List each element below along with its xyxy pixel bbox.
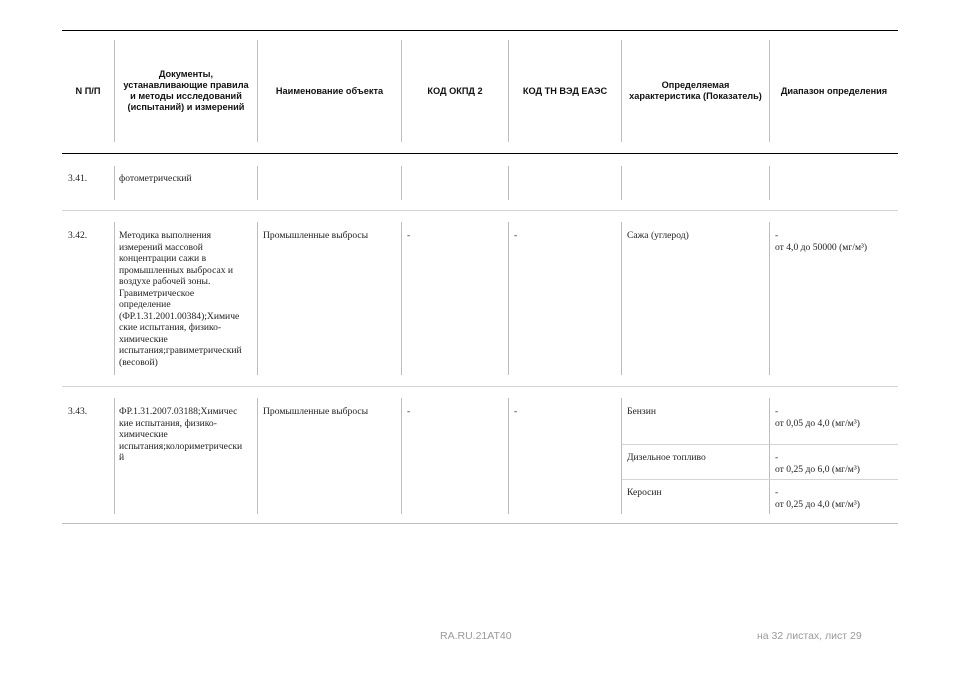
header-char-line: Определяемая xyxy=(661,80,730,90)
header-tnved-label: КОД ТН ВЭД ЕАЭС xyxy=(522,85,608,96)
header-docs-line: Документы, xyxy=(158,69,214,79)
header-object-label: Наименование объекта xyxy=(275,85,384,96)
header-docs-label xyxy=(123,69,248,113)
doc-line: химические xyxy=(119,333,168,345)
doc-line: воздухе рабочей зоны. xyxy=(119,276,211,287)
row-document xyxy=(115,406,257,464)
row-characteristic: Сажа (углерод) xyxy=(627,230,689,241)
range-value: от 0,25 до 4,0 (мг/м³) xyxy=(775,498,860,510)
doc-line: (весовой) xyxy=(119,356,158,368)
doc-line: концентрации сажи в xyxy=(119,253,207,264)
table-top-border xyxy=(62,30,898,31)
column-divider xyxy=(769,222,770,375)
range-dash: - xyxy=(775,230,779,241)
subrow-divider xyxy=(622,444,898,445)
header-range-label: Диапазон определения xyxy=(780,85,888,96)
doc-line: кие испытания, физико- xyxy=(119,417,217,429)
subrow-characteristic: Бензин xyxy=(627,406,656,417)
doc-line: (ФР.1.31.2001.00384);Химиче xyxy=(119,310,240,322)
doc-line: химические xyxy=(119,429,168,440)
row-range xyxy=(771,230,898,253)
doc-line: й xyxy=(119,452,125,463)
column-divider xyxy=(769,166,770,200)
header-num xyxy=(62,40,114,142)
subrow-range xyxy=(771,406,898,429)
subrow-range xyxy=(771,487,898,510)
doc-line: ские испытания, физико- xyxy=(119,322,222,333)
row-object: Промышленные выбросы xyxy=(263,230,369,241)
row-number: 3.42. xyxy=(68,230,88,241)
range-dash: - xyxy=(775,406,779,417)
subrow-characteristic: Керосин xyxy=(627,487,662,498)
column-divider xyxy=(621,166,622,200)
doc-line: определение xyxy=(119,299,171,310)
header-docs-line: и методы исследований xyxy=(130,91,242,101)
header-tnved xyxy=(509,40,621,142)
column-divider xyxy=(257,398,258,514)
row-tnved: - xyxy=(514,406,518,417)
row-object: Промышленные выбросы xyxy=(263,406,369,417)
header-okpd-label: КОД ОКПД 2 xyxy=(427,85,483,96)
header-docs-line: устанавливающие правила xyxy=(123,80,249,90)
row-number: 3.41. xyxy=(68,173,88,184)
table-bottom-border xyxy=(62,523,898,524)
row-okpd: - xyxy=(407,406,411,417)
header-characteristic-label xyxy=(629,80,762,102)
header-okpd xyxy=(402,40,508,142)
column-divider xyxy=(508,166,509,200)
doc-line: испытания;гравиметрический xyxy=(119,345,242,356)
column-divider xyxy=(621,398,622,514)
doc-line: Гравиметрическое xyxy=(119,287,195,299)
doc-line: измерений массовой xyxy=(119,241,203,253)
column-divider xyxy=(401,222,402,375)
subrow-characteristic: Дизельное топливо xyxy=(627,452,706,463)
column-divider xyxy=(401,398,402,514)
doc-line: испытания;колориметрически xyxy=(119,440,243,452)
header-docs-line: (испытаний) и измерений xyxy=(127,102,245,112)
row-divider xyxy=(62,210,898,211)
range-dash: - xyxy=(775,487,779,498)
row-divider xyxy=(62,386,898,387)
range-dash: - xyxy=(775,452,779,463)
header-characteristic xyxy=(622,40,769,142)
header-docs xyxy=(115,40,257,142)
column-divider xyxy=(769,398,770,514)
row-document xyxy=(115,230,257,368)
doc-line: ФР.1.31.2007.03188;Химичес xyxy=(119,406,238,417)
footer-page-info: на 32 листах, лист 29 xyxy=(757,630,862,642)
header-char-line: характеристика (Показатель) xyxy=(629,91,762,101)
row-document xyxy=(115,173,257,185)
header-range xyxy=(770,40,898,142)
column-divider xyxy=(508,398,509,514)
row-number: 3.43. xyxy=(68,406,88,417)
column-divider xyxy=(621,222,622,375)
range-value: от 0,25 до 6,0 (мг/м³) xyxy=(775,463,860,475)
column-divider xyxy=(508,222,509,375)
range-value: от 0,05 до 4,0 (мг/м³) xyxy=(775,417,860,429)
subrow-range xyxy=(771,452,898,475)
subrow-divider xyxy=(622,479,898,480)
row-tnved: - xyxy=(514,230,518,241)
header-bottom-border xyxy=(62,153,898,154)
header-object xyxy=(258,40,401,142)
header-num-label: N П/П xyxy=(75,85,101,96)
footer-document-code: RA.RU.21АТ40 xyxy=(440,630,512,642)
doc-line: промышленных выбросах и xyxy=(119,264,234,276)
row-okpd: - xyxy=(407,230,411,241)
column-divider xyxy=(257,222,258,375)
doc-line: фотометрический xyxy=(119,173,192,184)
column-divider xyxy=(401,166,402,200)
range-value: от 4,0 до 50000 (мг/м³) xyxy=(775,241,868,253)
column-divider xyxy=(257,166,258,200)
doc-line: Методика выполнения xyxy=(119,230,212,241)
